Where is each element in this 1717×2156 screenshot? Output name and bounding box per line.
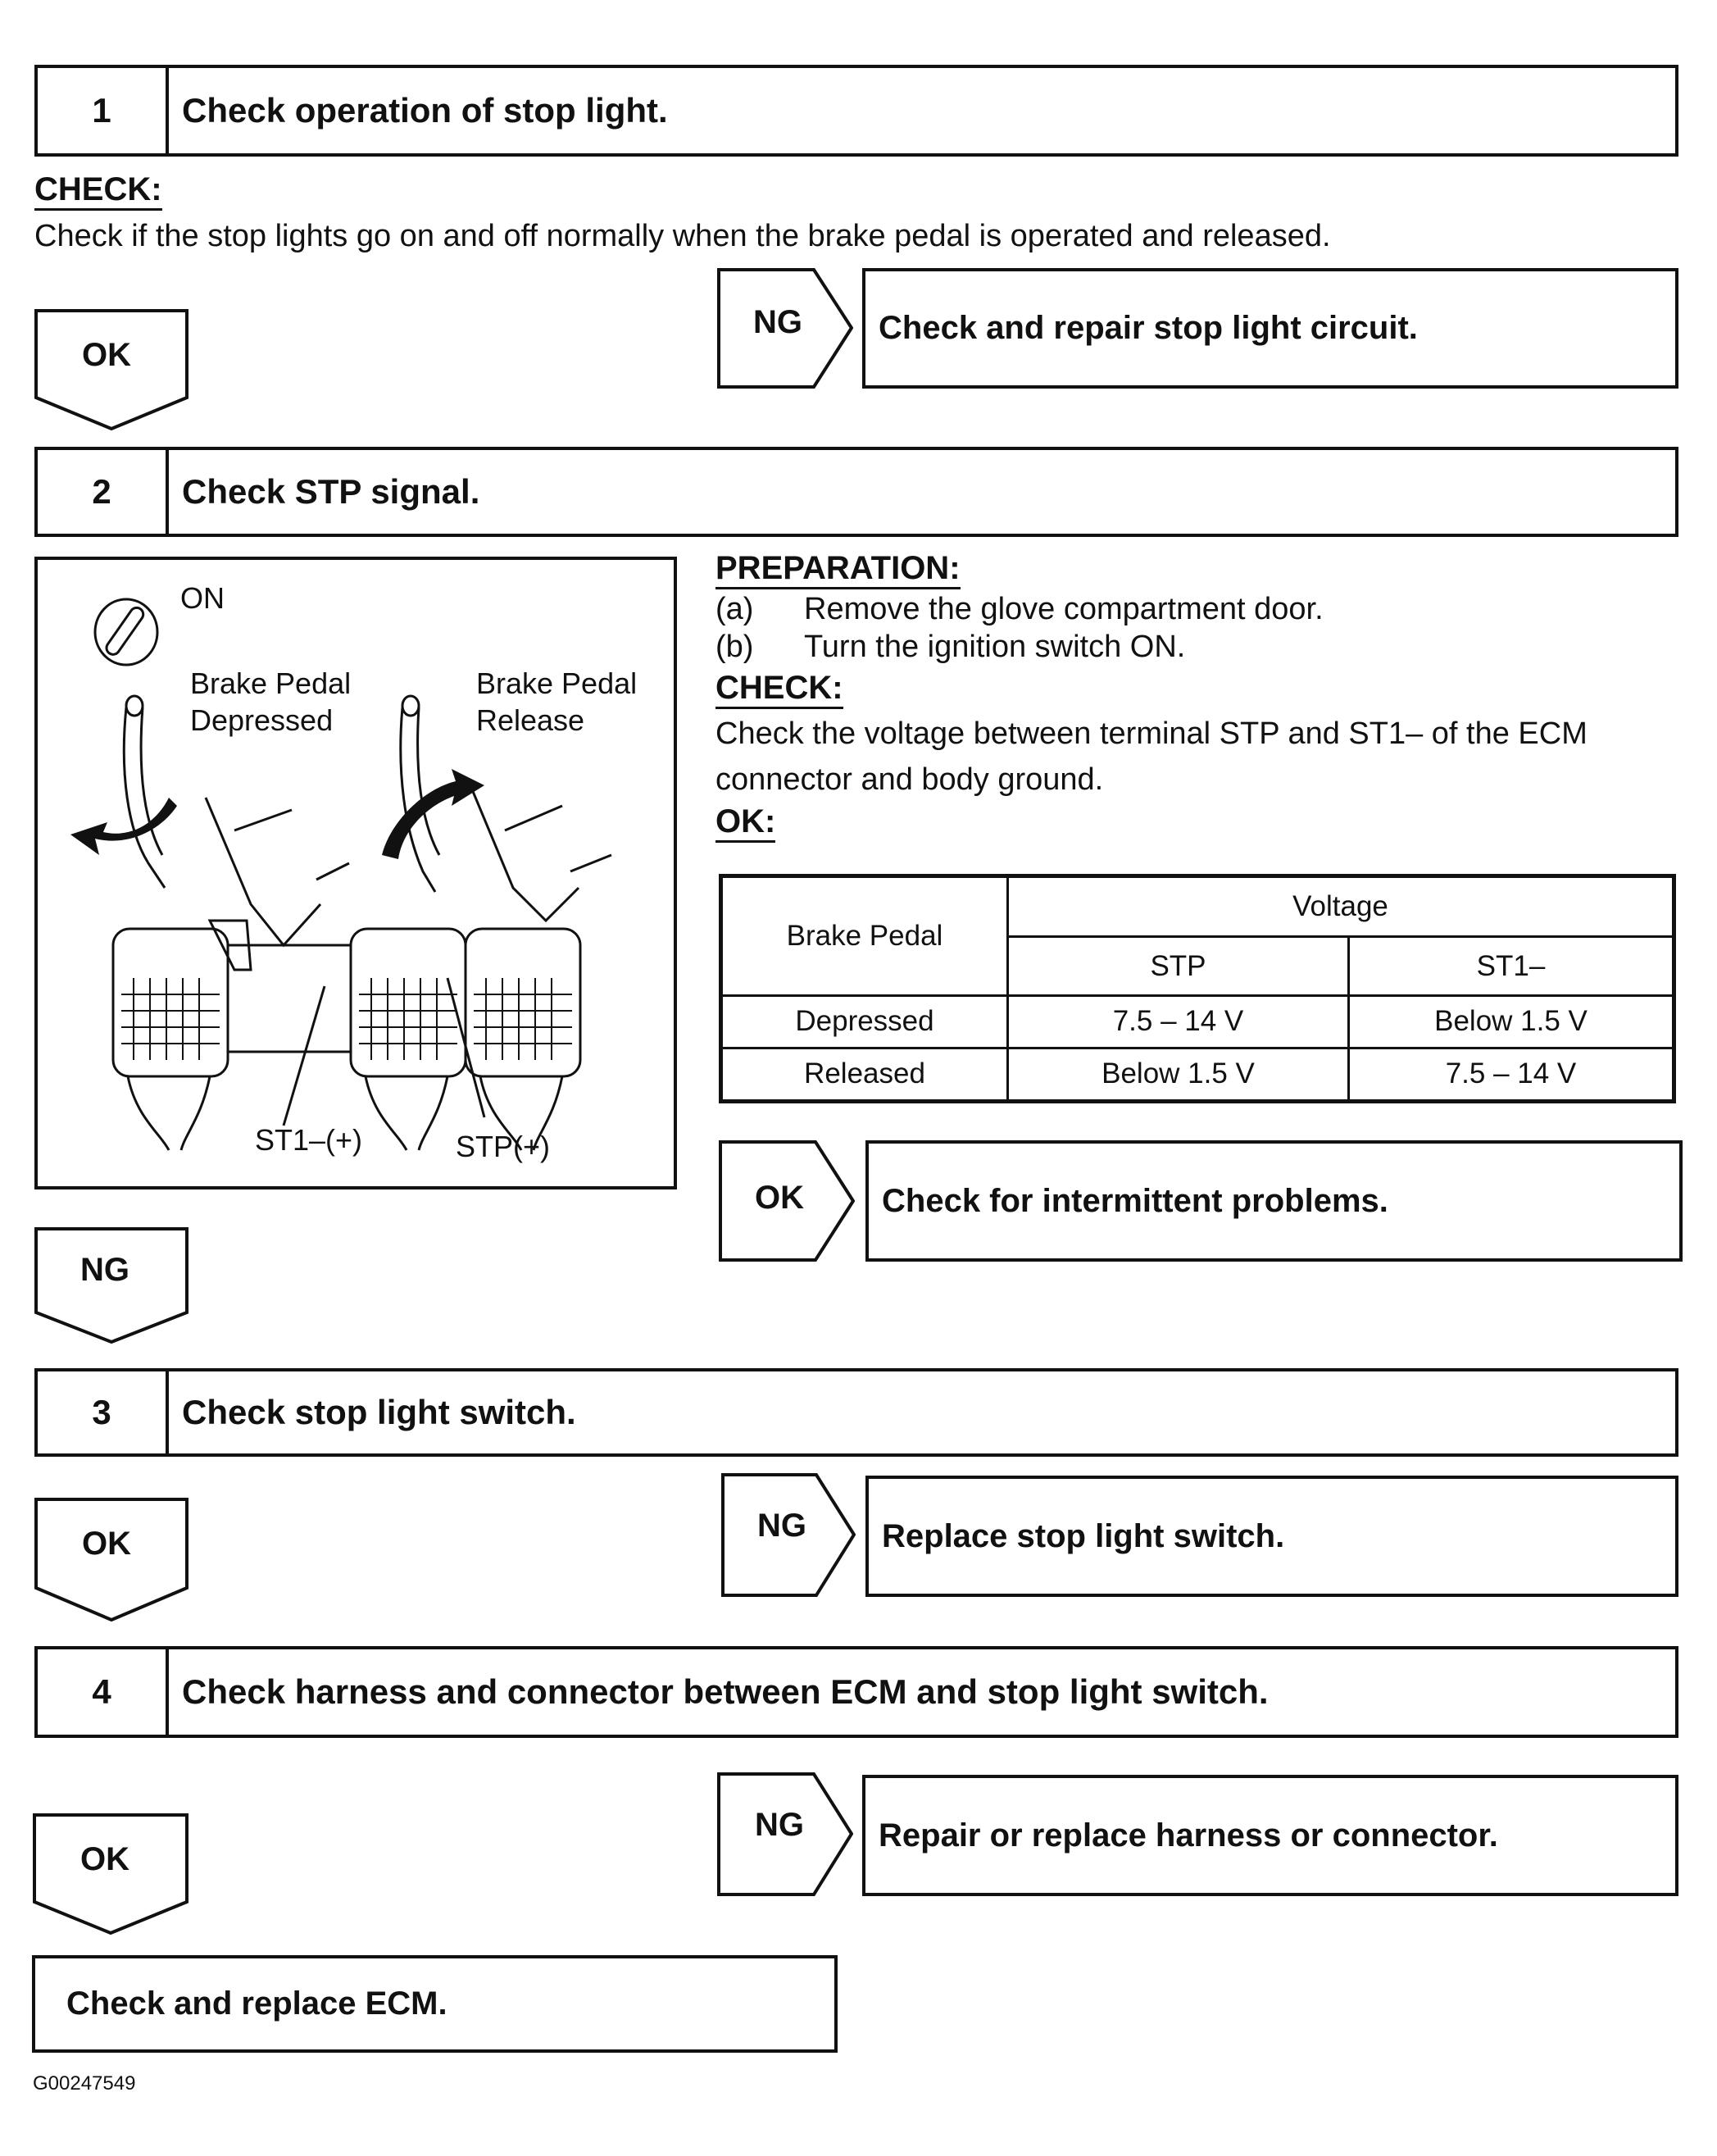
prep-key: (a)	[715, 592, 754, 626]
ok-down-arrow: OK	[34, 1498, 189, 1622]
cell: Depressed	[721, 996, 1008, 1048]
cell: Below 1.5 V	[1349, 996, 1674, 1048]
step-1-header	[34, 65, 1678, 157]
header-st1: ST1–	[1349, 937, 1674, 996]
step-title: Check STP signal.	[182, 472, 480, 511]
check-text-line: Check the voltage between terminal STP and ST1– of the ECM	[715, 716, 1588, 752]
cell: Released	[721, 1048, 1008, 1101]
prep-item	[715, 591, 1683, 629]
table-row	[721, 996, 1674, 1048]
step-title: Check stop light switch.	[182, 1393, 576, 1431]
ok-right-arrow: OK	[719, 1140, 855, 1262]
cell: Below 1.5 V	[1008, 1048, 1349, 1101]
step-number: 3	[38, 1371, 169, 1453]
check-label: CHECK:	[715, 669, 843, 709]
check-text: Check if the stop lights go on and off normally when the brake pedal is operated and released.	[34, 219, 1331, 253]
label-line: Brake Pedal	[476, 666, 638, 700]
brake-pedal-release-label	[476, 665, 637, 739]
ok-label: OK:	[715, 803, 775, 843]
header-brake-pedal: Brake Pedal	[721, 876, 1008, 996]
step-number: 4	[38, 1649, 169, 1735]
brake-pedal-depressed-label	[190, 665, 351, 739]
st1-terminal-label: ST1–(+)	[255, 1123, 363, 1157]
step-number: 2	[38, 450, 169, 534]
step-4-header	[34, 1646, 1678, 1738]
preparation-label: PREPARATION:	[715, 549, 961, 589]
step-title: Check harness and connector between ECM and stop light switch.	[182, 1672, 1269, 1711]
cell: 7.5 – 14 V	[1008, 996, 1349, 1048]
ok-down-arrow: OK	[34, 309, 189, 430]
step-title: Check operation of stop light.	[182, 91, 668, 130]
ng-result-box: Check and repair stop light circuit.	[862, 268, 1678, 389]
brake-pedal-ecm-illustration	[38, 560, 674, 1186]
ng-right-arrow: NG	[721, 1473, 856, 1597]
ok-down-arrow: OK	[33, 1813, 189, 1935]
final-result-box: Check and replace ECM.	[32, 1955, 838, 2053]
ng-right-arrow: NG	[717, 1772, 853, 1896]
check-text-line: connector and body ground.	[715, 762, 1104, 798]
ng-down-arrow: NG	[34, 1227, 189, 1344]
ng-right-arrow: NG	[717, 268, 853, 389]
label-line: Depressed	[190, 703, 334, 737]
voltage-table	[719, 874, 1676, 1103]
ng-result-box: Repair or replace harness or connector.	[862, 1775, 1678, 1896]
check-label: CHECK:	[34, 171, 162, 211]
figure-id: G00247549	[33, 2072, 136, 2095]
prep-text: Turn the ignition switch ON.	[804, 629, 1186, 664]
stp-terminal-label: STP(+)	[456, 1130, 551, 1163]
ng-result-box: Replace stop light switch.	[865, 1476, 1678, 1597]
prep-key: (b)	[715, 629, 754, 664]
header-stp: STP	[1008, 937, 1349, 996]
prep-text: Remove the glove compartment door.	[804, 592, 1324, 626]
step-2-header	[34, 447, 1678, 537]
step-3-header	[34, 1368, 1678, 1457]
header-voltage: Voltage	[1008, 876, 1674, 937]
ok-result-box: Check for intermittent problems.	[865, 1140, 1683, 1262]
step-number: 1	[38, 68, 169, 153]
illustration-box	[34, 557, 677, 1189]
cell: 7.5 – 14 V	[1349, 1048, 1674, 1101]
table-row	[721, 1048, 1674, 1101]
check-text	[715, 711, 1683, 803]
label-line: Release	[476, 703, 585, 737]
ignition-on-label: ON	[180, 581, 225, 615]
label-line: Brake Pedal	[190, 666, 352, 700]
prep-item	[715, 629, 1683, 666]
